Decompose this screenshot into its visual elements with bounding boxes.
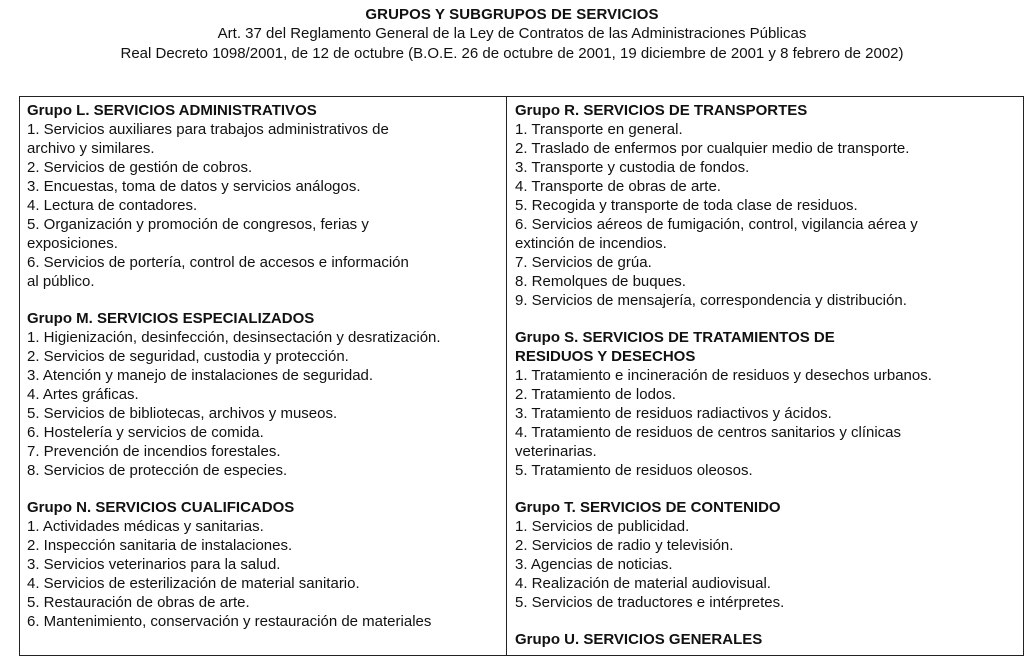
group-m [27, 309, 502, 480]
group-title: Grupo U. SERVICIOS GENERALES [515, 631, 763, 648]
group-title: Grupo T. SERVICIOS DE CONTENIDO [515, 499, 781, 516]
list-item: 2. Servicios de gestión de cobros. [27, 159, 253, 176]
group-s [515, 328, 1020, 480]
list-item: 8. Remolques de buques. [515, 273, 686, 290]
list-item: 4. Transporte de obras de arte. [515, 178, 721, 195]
list-item: al público. [27, 273, 95, 290]
list-item: 3. Tratamiento de residuos radiactivos y ácidos. [515, 405, 832, 422]
list-item: 2. Inspección sanitaria de instalaciones. [27, 537, 293, 554]
group-title: Grupo N. SERVICIOS CUALIFICADOS [27, 499, 295, 516]
list-item: 3. Agencias de noticias. [515, 556, 673, 573]
group-n [27, 498, 502, 631]
list-item: 5. Restauración de obras de arte. [27, 594, 250, 611]
group-u [515, 630, 1020, 649]
list-item: 4. Lectura de contadores. [27, 197, 198, 214]
list-item: 3. Transporte y custodia de fondos. [515, 159, 750, 176]
list-item: 1. Servicios auxiliares para trabajos administrativos de [27, 121, 389, 138]
group-r [515, 101, 1020, 310]
list-item: 4. Tratamiento de residuos de centros sanitarios y clínicas [515, 424, 902, 441]
list-item: 2. Servicios de radio y televisión. [515, 537, 734, 554]
list-item: 1. Actividades médicas y sanitarias. [27, 518, 264, 535]
list-item: 1. Tratamiento e incineración de residuos y desechos urbanos. [515, 367, 932, 384]
list-item: 5. Organización y promoción de congresos, ferias y [27, 216, 369, 233]
list-item: veterinarias. [515, 443, 597, 460]
document-title: GRUPOS Y SUBGRUPOS DE SERVICIOS [365, 6, 659, 23]
list-item: 3. Servicios veterinarios para la salud. [27, 556, 281, 573]
document-subtitle-article: Art. 37 del Reglamento General de la Ley de Contratos de las Administraciones Públicas [217, 25, 807, 42]
document-header [0, 5, 1024, 63]
list-item: 5. Servicios de traductores e intérpretes. [515, 594, 785, 611]
list-item: 9. Servicios de mensajería, correspondencia y distribución. [515, 292, 907, 309]
group-title: Grupo L. SERVICIOS ADMINISTRATIVOS [27, 102, 317, 119]
group-title-continued: RESIDUOS Y DESECHOS [515, 348, 696, 365]
list-item: 5. Tratamiento de residuos oleosos. [515, 462, 753, 479]
list-item: 7. Servicios de grúa. [515, 254, 652, 271]
list-item: 1. Transporte en general. [515, 121, 683, 138]
list-item: 6. Mantenimiento, conservación y restauración de materiales [27, 613, 432, 630]
list-item: 1. Higienización, desinfección, desinsectación y desratización. [27, 329, 441, 346]
list-item: 3. Atención y manejo de instalaciones de seguridad. [27, 367, 374, 384]
column-divider [506, 97, 507, 655]
list-item: 7. Prevención de incendios forestales. [27, 443, 281, 460]
list-item: exposiciones. [27, 235, 118, 252]
list-item: 5. Recogida y transporte de toda clase de residuos. [515, 197, 858, 214]
document-subtitle-decree: Real Decreto 1098/2001, de 12 de octubre (B.O.E. 26 de octubre de 2001, 19 diciembre de 2001 y 8 febrero de 2002) [120, 44, 904, 62]
group-l [27, 101, 502, 291]
list-item: 2. Tratamiento de lodos. [515, 386, 676, 403]
list-item: 2. Traslado de enfermos por cualquier medio de transporte. [515, 140, 910, 157]
list-item: 6. Servicios de portería, control de accesos e información [27, 254, 409, 271]
list-item: 5. Servicios de bibliotecas, archivos y museos. [27, 405, 338, 422]
list-item: 3. Encuestas, toma de datos y servicios análogos. [27, 178, 361, 195]
group-t [515, 498, 1020, 612]
group-title: Grupo M. SERVICIOS ESPECIALIZADOS [27, 310, 315, 327]
list-item: 4. Realización de material audiovisual. [515, 575, 771, 592]
right-column [515, 101, 1020, 667]
list-item: 8. Servicios de protección de especies. [27, 462, 288, 479]
group-title: Grupo S. SERVICIOS DE TRATAMIENTOS DE [515, 329, 835, 346]
list-item: 2. Servicios de seguridad, custodia y protección. [27, 348, 349, 365]
left-column [27, 101, 502, 649]
list-item: 6. Hostelería y servicios de comida. [27, 424, 264, 441]
group-title: Grupo R. SERVICIOS DE TRANSPORTES [515, 102, 808, 119]
list-item: 4. Artes gráficas. [27, 386, 139, 403]
list-item: 1. Servicios de publicidad. [515, 518, 690, 535]
list-item: 6. Servicios aéreos de fumigación, control, vigilancia aérea y [515, 216, 918, 233]
list-item: 4. Servicios de esterilización de material sanitario. [27, 575, 360, 592]
list-item: archivo y similares. [27, 140, 155, 157]
list-item: extinción de incendios. [515, 235, 667, 252]
services-table [19, 96, 1024, 656]
